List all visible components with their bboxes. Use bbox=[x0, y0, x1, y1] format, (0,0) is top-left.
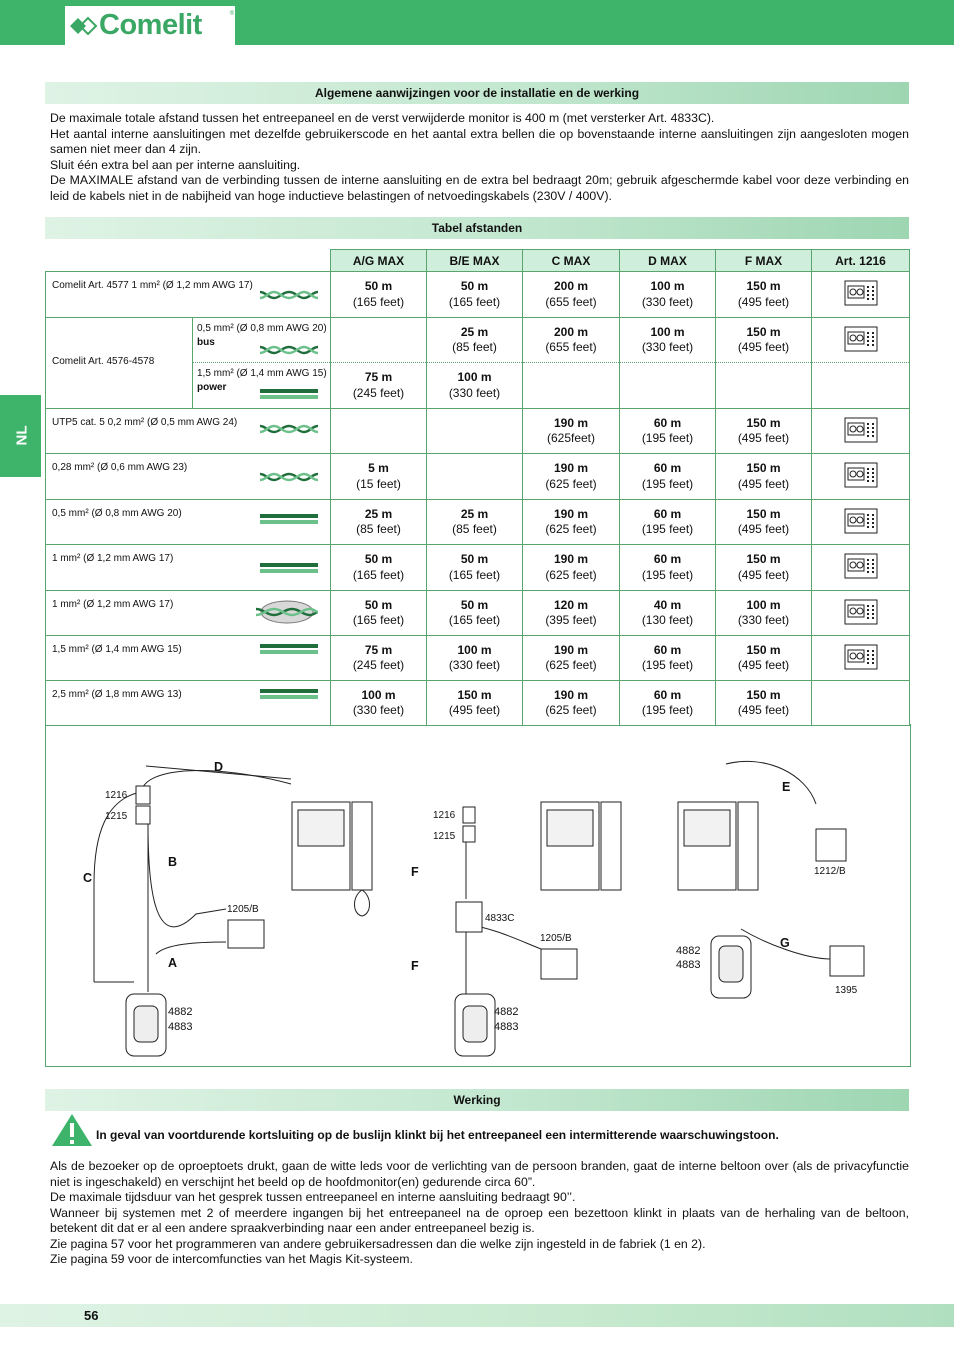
value-cell: 40 m (130 feet) bbox=[620, 591, 716, 636]
cable-sub-label: 0,5 mm² (Ø 0,8 mm AWG 20) bbox=[197, 323, 327, 334]
work-paragraph: Zie pagina 57 voor het programmeren van andere gebruikersadressen dan die welke zijn ingesteld in de fabriek (1 en 2). bbox=[50, 1236, 706, 1251]
value-cell: 100 m (330 feet) bbox=[620, 318, 716, 363]
cable-cell bbox=[46, 318, 193, 409]
value-cell: 60 m (195 feet) bbox=[620, 636, 716, 681]
value-cell: 50 m (165 feet) bbox=[331, 591, 427, 636]
value-cell: 50 m (165 feet) bbox=[427, 272, 523, 318]
value-cell: 190 m (625 feet) bbox=[523, 545, 620, 591]
section-title-table: Tabel afstanden bbox=[45, 217, 909, 239]
cable-cell bbox=[46, 272, 331, 318]
power-label: power bbox=[197, 382, 227, 393]
parallel-pair-icon bbox=[260, 563, 318, 573]
header-be-max: B/E MAX bbox=[427, 250, 523, 272]
label-4883: 4883 bbox=[168, 1021, 193, 1033]
value-cell: 25 m (85 feet) bbox=[427, 500, 523, 545]
label-4833c: 4833C bbox=[485, 913, 515, 924]
value-cell: 60 m (195 feet) bbox=[620, 500, 716, 545]
general-paragraph: De MAXIMALE afstand van de verbinding tussen de interne aansluiting en de extra bel bedraagt 20m; gebruik afgeschermde kabel voor deze verbinding en leid de kabels niet in de nabijheid van hoge inductieve belastingen of netvoedingskabels (230V / 400V). bbox=[50, 173, 909, 203]
value-cell: 100 m (330 feet) bbox=[331, 681, 427, 726]
header-bar bbox=[0, 0, 954, 45]
terminal-block-icon bbox=[812, 636, 910, 681]
value-cell: 100 m (330 feet) bbox=[427, 636, 523, 681]
cable-label: 1 mm² (Ø 1,2 mm AWG 17) bbox=[52, 599, 174, 610]
label-f: F bbox=[411, 865, 419, 879]
value-cell: 190 m (625feet) bbox=[523, 409, 620, 454]
parallel-pair-icon bbox=[260, 644, 318, 654]
label-b: B bbox=[168, 855, 178, 869]
label-f: F bbox=[411, 959, 419, 973]
cable-label: 0,28 mm² (Ø 0,6 mm AWG 23) bbox=[52, 462, 188, 473]
value-cell: 190 m (625 feet) bbox=[523, 454, 620, 500]
work-paragraph: De maximale tijdsduur van het gesprek tussen entreepaneel en interne aansluiting bedraagt 90’’. bbox=[50, 1190, 576, 1204]
header-c-max: C MAX bbox=[523, 250, 620, 272]
label-e: E bbox=[782, 780, 791, 794]
value-cell: 75 m (245 feet) bbox=[331, 636, 427, 681]
page-number: 56 bbox=[84, 1308, 99, 1323]
work-paragraph: Als de bezoeker op de oproeptoets drukt, gaan de witte leds voor de verlichting van de persoon branden, gaat de interne beltoon over (als de privacyfunctie niet is ingeschakeld) en verschijnt het beeld op de hoofdmonitor(en) gedurende circa 60”. bbox=[50, 1159, 909, 1189]
label-1215: 1215 bbox=[105, 811, 128, 822]
terminal-block-icon bbox=[812, 454, 910, 500]
value-cell: 100 m (330 feet) bbox=[620, 272, 716, 318]
value-cell: 150 m (495 feet) bbox=[716, 681, 812, 726]
value-cell: 150 m (495 feet) bbox=[716, 636, 812, 681]
value-cell: 150 m (495 feet) bbox=[716, 545, 812, 591]
general-paragraph: Het aantal interne aansluitingen met dezelfde gebruikerscode en het aantal extra bellen die op bovenstaande interne aansluitingen zijn aangesloten mogen samen niet meer dan 4 zijn. bbox=[50, 126, 909, 156]
value-cell: 150 m (495 feet) bbox=[716, 409, 812, 454]
value-cell: 190 m (625 feet) bbox=[523, 500, 620, 545]
cable-label: Comelit Art. 4576-4578 bbox=[52, 356, 155, 367]
value-cell: 5 m (15 feet) bbox=[331, 454, 427, 500]
header-art-1216: Art. 1216 bbox=[812, 250, 910, 272]
table-row bbox=[46, 500, 910, 545]
section-title-work: Werking bbox=[45, 1089, 909, 1111]
label-4883: 4883 bbox=[676, 959, 701, 971]
logo-text: Comelit bbox=[99, 9, 202, 41]
terminal-block-icon bbox=[812, 272, 910, 318]
general-paragraph: Sluit één extra bel aan per interne aansluiting. bbox=[50, 157, 301, 172]
bus-label: bus bbox=[197, 337, 215, 348]
terminal-block-icon bbox=[812, 409, 910, 454]
value-cell: 50 m (165 feet) bbox=[427, 591, 523, 636]
cable-label: 0,5 mm² (Ø 0,8 mm AWG 20) bbox=[52, 508, 182, 519]
work-text bbox=[50, 1159, 909, 1268]
value-cell: 200 m (655 feet) bbox=[523, 272, 620, 318]
footer-bar bbox=[0, 1304, 954, 1327]
table-row bbox=[46, 681, 910, 726]
label-c: C bbox=[83, 871, 93, 885]
value-cell: 100 m (330 feet) bbox=[716, 591, 812, 636]
cable-cell bbox=[46, 545, 331, 591]
terminal-block-icon bbox=[812, 545, 910, 591]
cable-sub-cell bbox=[193, 363, 331, 409]
cable-label: UTP5 cat. 5 0,2 mm² (Ø 0,5 mm AWG 24) bbox=[52, 417, 238, 428]
cable-cell bbox=[46, 636, 331, 681]
twisted-pair-icon bbox=[260, 423, 318, 435]
label-1216: 1216 bbox=[433, 810, 456, 821]
terminal-block-icon bbox=[812, 591, 910, 636]
value-cell: 150 m (495 feet) bbox=[716, 454, 812, 500]
cable-sub-label: 1,5 mm² (Ø 1,4 mm AWG 15) bbox=[197, 368, 327, 379]
terminal-block-icon bbox=[812, 500, 910, 545]
value-cell: 100 m (330 feet) bbox=[427, 363, 523, 409]
value-cell: 25 m (85 feet) bbox=[331, 500, 427, 545]
table-row bbox=[46, 409, 910, 454]
value-cell: 60 m (195 feet) bbox=[620, 545, 716, 591]
label-1205b: 1205/B bbox=[540, 933, 572, 944]
value-cell: 60 m (195 feet) bbox=[620, 409, 716, 454]
cable-label: 2,5 mm² (Ø 1,8 mm AWG 13) bbox=[52, 689, 182, 700]
header-ag-max: A/G MAX bbox=[331, 250, 427, 272]
value-cell: 75 m (245 feet) bbox=[331, 363, 427, 409]
label-g: G bbox=[780, 936, 790, 950]
table-row bbox=[46, 318, 910, 363]
cable-cell bbox=[46, 454, 331, 500]
twisted-pair-icon bbox=[260, 289, 318, 301]
cable-label: 1,5 mm² (Ø 1,4 mm AWG 15) bbox=[52, 644, 182, 655]
parallel-pair-icon bbox=[260, 689, 318, 699]
label-4882: 4882 bbox=[676, 945, 701, 957]
value-cell: 190 m (625 feet) bbox=[523, 681, 620, 726]
value-cell: 190 m (625 feet) bbox=[523, 636, 620, 681]
table-row bbox=[46, 272, 910, 318]
label-1215: 1215 bbox=[433, 831, 456, 842]
parallel-pair-icon bbox=[260, 514, 318, 524]
section-title-general: Algemene aanwijzingen voor de installatie en de werking bbox=[45, 82, 909, 104]
table-row bbox=[46, 591, 910, 636]
wiring-diagram bbox=[45, 724, 911, 1067]
cable-cell bbox=[46, 681, 331, 726]
work-paragraph: Wanneer bij systemen met 2 of meerdere ingangen bij het entreepaneel na de oproep een bezettoon klinkt in plaats van de herhaling van de beltoon, betekent dit dat er al een andere spraakverbinding naar een ander entreepaneel bezig is. bbox=[50, 1205, 909, 1235]
twisted-pair-icon bbox=[260, 471, 318, 483]
value-cell: 150 m (495 feet) bbox=[716, 500, 812, 545]
table-row bbox=[46, 636, 910, 681]
language-tab: NL bbox=[0, 395, 41, 477]
label-1212b: 1212/B bbox=[814, 866, 846, 877]
value-cell: 150 m (495 feet) bbox=[716, 318, 812, 363]
shielded-cable-icon bbox=[256, 599, 318, 625]
label-1395: 1395 bbox=[835, 985, 858, 996]
general-text bbox=[50, 111, 909, 204]
parallel-pair-icon bbox=[260, 389, 318, 399]
header-f-max: F MAX bbox=[716, 250, 812, 272]
comelit-logo bbox=[65, 6, 235, 45]
twisted-pair-icon bbox=[260, 344, 318, 356]
header-d-max: D MAX bbox=[620, 250, 716, 272]
label-4882: 4882 bbox=[494, 1006, 519, 1018]
label-a: A bbox=[168, 956, 178, 970]
label-1205b: 1205/B bbox=[227, 904, 259, 915]
distance-table bbox=[45, 249, 910, 726]
cable-cell bbox=[46, 500, 331, 545]
cable-cell bbox=[46, 591, 331, 636]
value-cell: 50 m (165 feet) bbox=[331, 272, 427, 318]
cable-cell bbox=[46, 409, 331, 454]
label-d: D bbox=[214, 760, 224, 774]
warning-icon bbox=[50, 1112, 94, 1148]
label-4883: 4883 bbox=[494, 1021, 519, 1033]
logo-registered: ® bbox=[229, 11, 234, 17]
value-cell: 150 m (495 feet) bbox=[427, 681, 523, 726]
value-cell: 50 m (165 feet) bbox=[427, 545, 523, 591]
value-cell: 150 m (495 feet) bbox=[716, 272, 812, 318]
value-cell: 200 m (655 feet) bbox=[523, 318, 620, 363]
cable-label: Comelit Art. 4577 1 mm² (Ø 1,2 mm AWG 17) bbox=[52, 280, 253, 291]
cable-label: 1 mm² (Ø 1,2 mm AWG 17) bbox=[52, 553, 174, 564]
value-cell bbox=[331, 318, 427, 363]
value-cell: 50 m (165 feet) bbox=[331, 545, 427, 591]
logo-mark-icon bbox=[69, 13, 99, 39]
terminal-block-icon bbox=[812, 318, 910, 363]
label-1216: 1216 bbox=[105, 790, 128, 801]
table-row bbox=[46, 545, 910, 591]
warning-text: In geval van voortdurende kortsluiting op de buslijn klinkt bij het entreepaneel een intermitterende waarschuwingstoon. bbox=[96, 1128, 779, 1142]
value-cell: 60 m (195 feet) bbox=[620, 681, 716, 726]
work-paragraph: Zie pagina 59 voor de intercomfuncties van het Magis Kit-systeem. bbox=[50, 1252, 413, 1266]
cable-sub-cell bbox=[193, 318, 331, 363]
general-paragraph: De maximale totale afstand tussen het entreepaneel en de verst verwijderde monitor is 400 m (met versterker Art. 4833C). bbox=[50, 111, 715, 125]
value-cell: 120 m (395 feet) bbox=[523, 591, 620, 636]
label-4882: 4882 bbox=[168, 1006, 193, 1018]
value-cell: 60 m (195 feet) bbox=[620, 454, 716, 500]
table-row bbox=[46, 454, 910, 500]
value-cell: 25 m (85 feet) bbox=[427, 318, 523, 363]
